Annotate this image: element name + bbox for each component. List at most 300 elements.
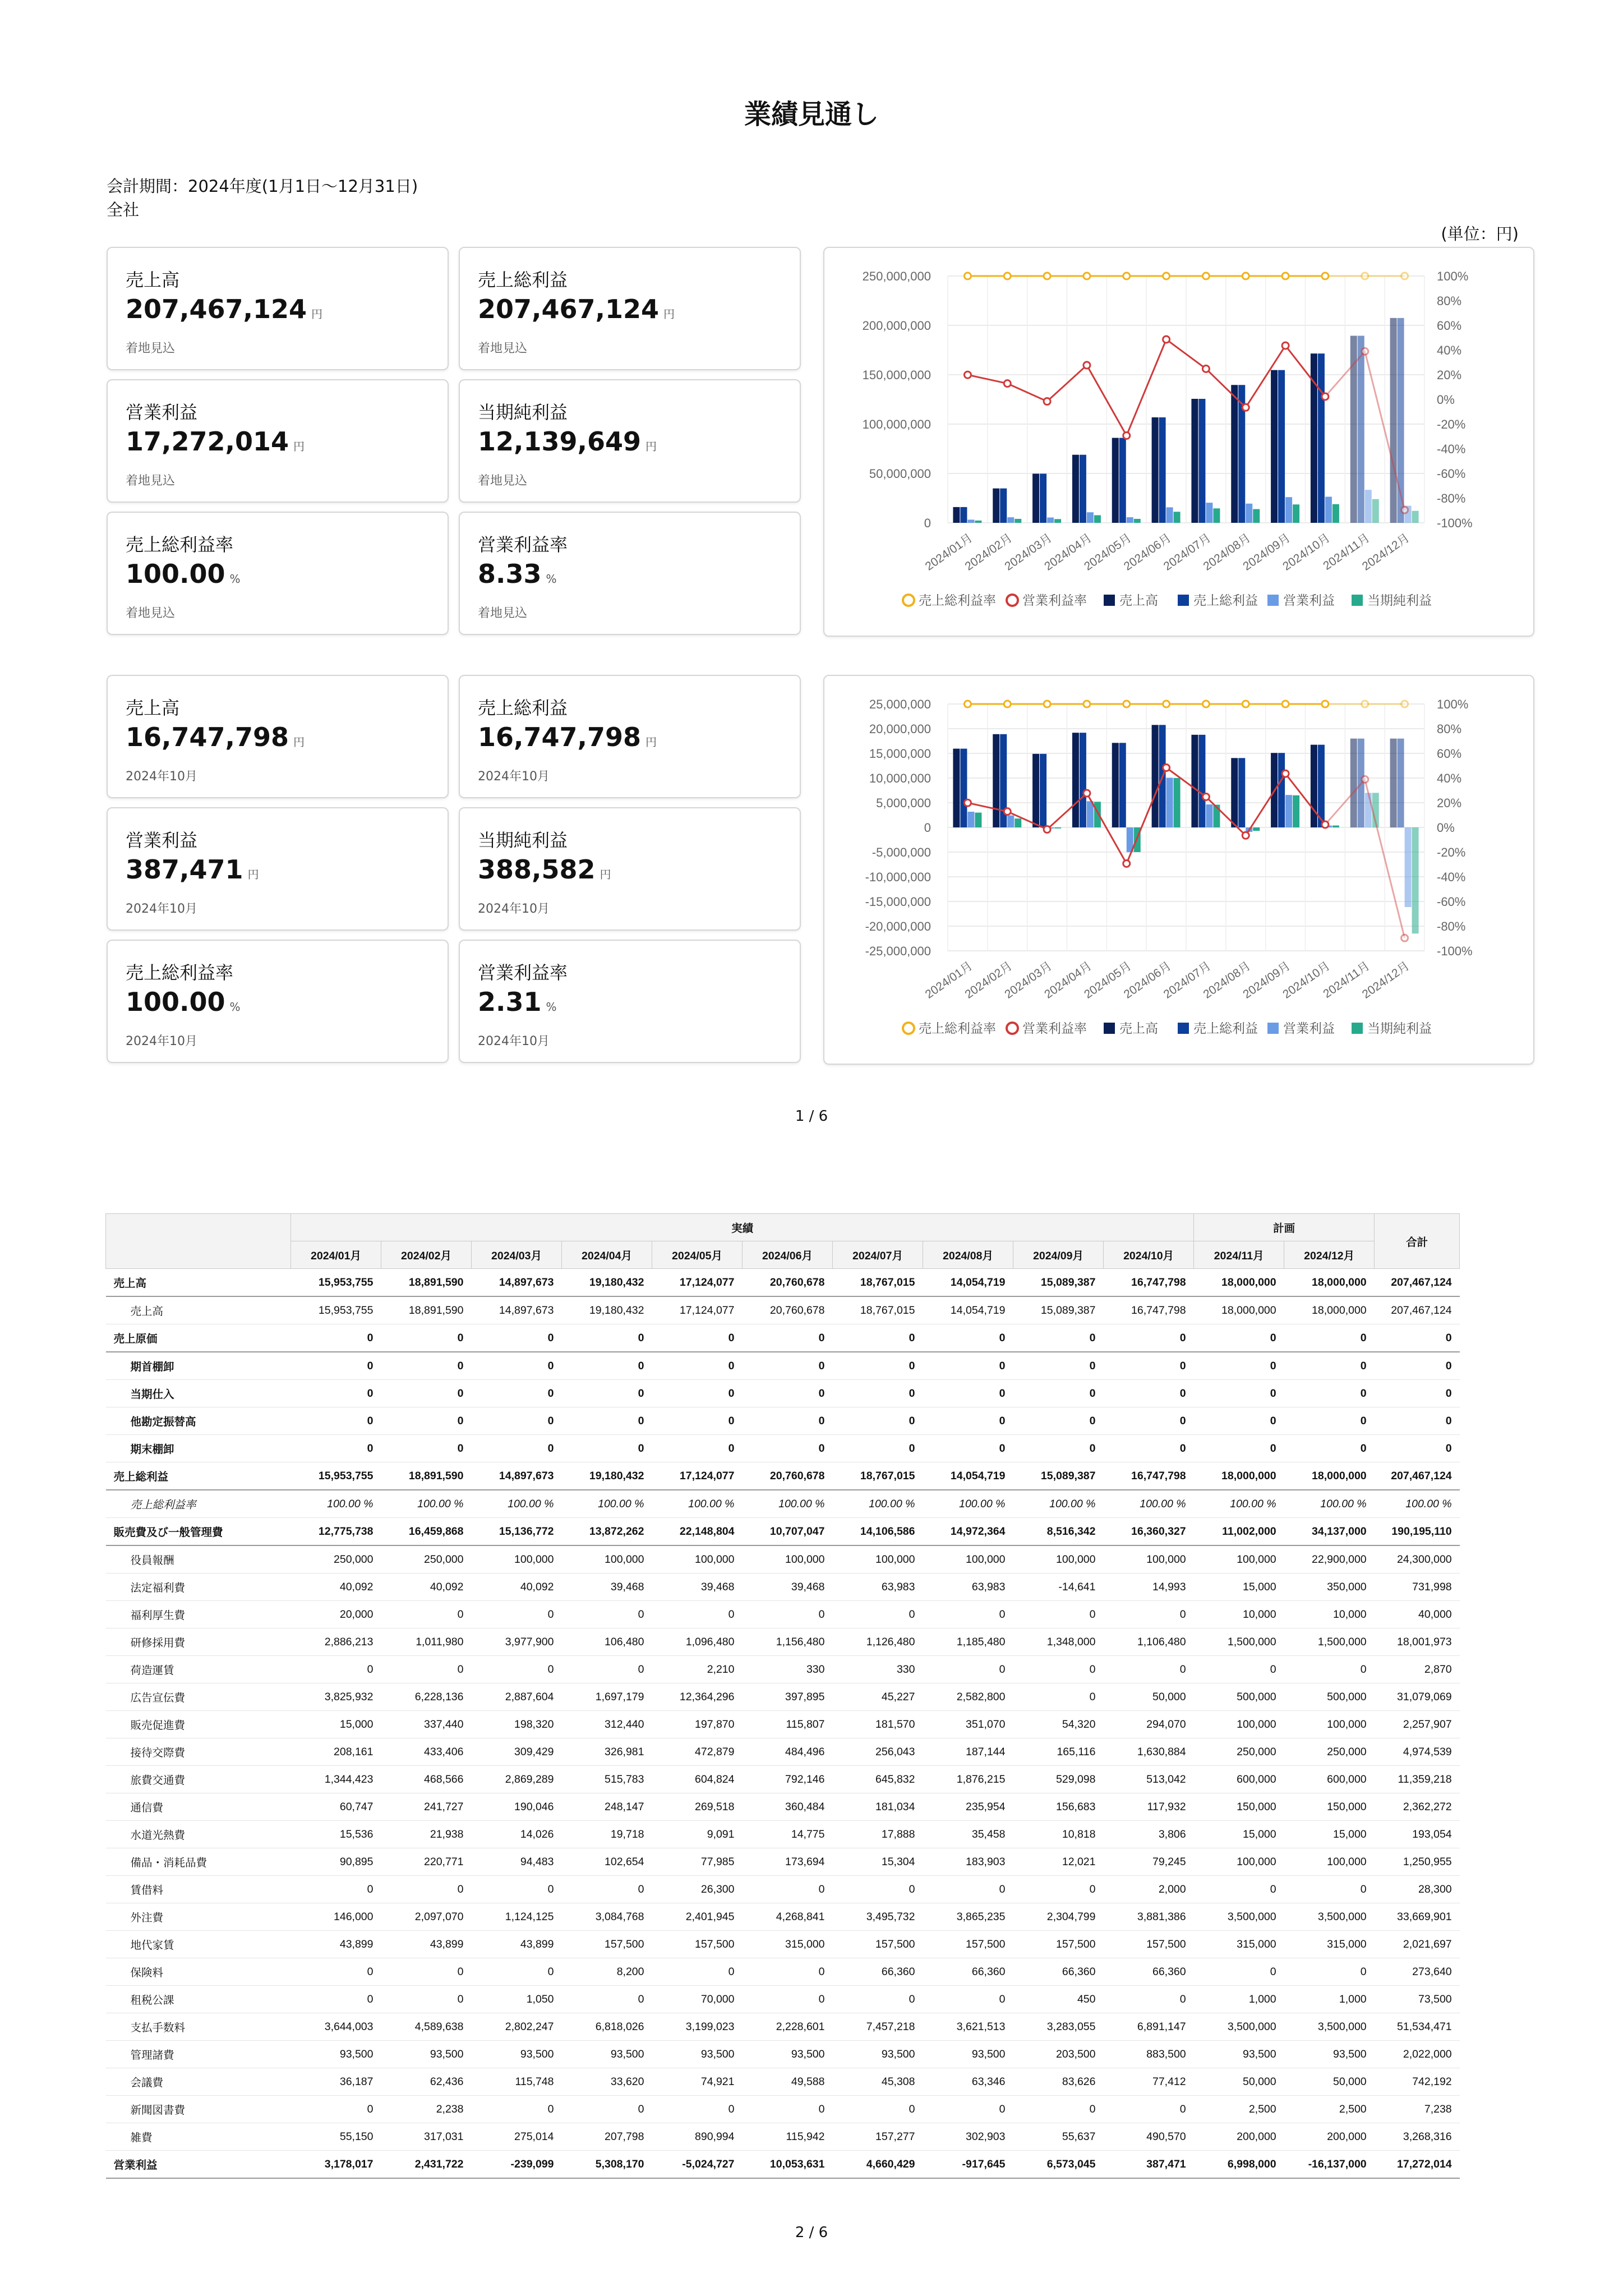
table-cell: 450 <box>1013 1986 1104 2013</box>
table-cell: -239,099 <box>472 2151 562 2179</box>
table-cell: 500,000 <box>1284 1683 1375 1711</box>
month-header: 2024/03月 <box>472 1241 562 1269</box>
bar-営業利益 <box>967 812 974 827</box>
table-cell: 100,000 <box>1284 1711 1375 1738</box>
point-営業利益率 <box>1282 770 1289 777</box>
table-cell: 0 <box>291 1656 381 1683</box>
table-cell: 317,031 <box>381 2123 472 2151</box>
kpi-number: 16,747,798 <box>478 722 642 752</box>
table-row <box>106 2123 1460 2151</box>
table-cell: 0 <box>381 1656 472 1683</box>
kpi-unit: 円 <box>663 307 675 321</box>
table-cell: 100.00 % <box>833 1490 923 1518</box>
table-row <box>106 1296 1460 1324</box>
bar-売上総利益 <box>1198 399 1205 523</box>
table-cell: 40,092 <box>381 1573 472 1601</box>
bar-売上総利益 <box>1040 754 1046 827</box>
point-売上総利益率 <box>1044 273 1050 279</box>
page-number-2: 2 / 6 <box>795 2224 828 2241</box>
x-tick-label: 2024/03月 <box>1002 959 1054 1001</box>
bar-売上総利益 <box>1198 735 1205 827</box>
kpi-value <box>126 559 241 589</box>
table-cell: 39,468 <box>652 1573 743 1601</box>
table-cell: 3,500,000 <box>1284 1903 1375 1931</box>
bar-営業利益 <box>1007 816 1014 827</box>
table-cell: 157,500 <box>562 1931 652 1958</box>
table-cell: 10,707,047 <box>743 1518 833 1546</box>
kpi-value <box>126 987 241 1017</box>
table-cell: 0 <box>1375 1380 1460 1407</box>
kpi-value <box>478 559 557 589</box>
point-売上総利益率 <box>1362 273 1368 279</box>
point-売上総利益率 <box>1401 701 1408 707</box>
table-cell: 190,046 <box>472 1793 562 1821</box>
table-row <box>106 1462 1460 1490</box>
table-cell: 0 <box>472 1407 562 1435</box>
table-cell: 2,887,604 <box>472 1683 562 1711</box>
kpi-card <box>107 379 449 503</box>
kpi-card <box>107 512 449 635</box>
table-cell: 0 <box>291 1324 381 1352</box>
table-cell: 24,300,000 <box>1375 1545 1460 1573</box>
month-header: 2024/11月 <box>1194 1241 1284 1269</box>
table-cell: 93,500 <box>1284 2041 1375 2068</box>
table-cell: 0 <box>1284 1435 1375 1462</box>
kpi-card <box>459 940 801 1063</box>
table-row <box>106 1931 1460 1958</box>
bar-当期純利益 <box>1015 519 1021 523</box>
table-cell: 0 <box>1194 1876 1284 1903</box>
table-cell: 0 <box>1375 1324 1460 1352</box>
table-cell: 33,669,901 <box>1375 1903 1460 1931</box>
table-cell: 93,500 <box>562 2041 652 2068</box>
table-cell: 100.00 % <box>743 1490 833 1518</box>
kpi-note: 着地見込 <box>478 606 528 620</box>
point-売上総利益率 <box>1004 701 1011 707</box>
kpi-label: 当期純利益 <box>478 402 568 423</box>
table-cell: 45,227 <box>833 1683 923 1711</box>
bar-売上総利益 <box>960 507 967 523</box>
row-label: 水道光熱費 <box>106 1821 291 1848</box>
table-cell: 15,089,387 <box>1013 1462 1104 1490</box>
bar-売上高 <box>1191 399 1198 523</box>
table-cell: 3,268,316 <box>1375 2123 1460 2151</box>
table-row <box>106 1876 1460 1903</box>
table-cell: 6,228,136 <box>381 1683 472 1711</box>
kpi-card <box>107 675 449 798</box>
page-title: 業績見通し <box>744 99 879 130</box>
legend-label: 売上高 <box>1119 593 1158 608</box>
scope-label: 全社 <box>107 200 140 219</box>
table-cell: 19,718 <box>562 1821 652 1848</box>
table-cell: 19,180,432 <box>562 1462 652 1490</box>
point-売上総利益率 <box>1401 273 1408 279</box>
point-営業利益率 <box>1242 832 1249 839</box>
table-cell: 63,346 <box>923 2068 1013 2096</box>
table-cell: 100,000 <box>743 1545 833 1573</box>
kpi-label: 売上総利益 <box>478 697 568 719</box>
table-cell: 9,091 <box>652 1821 743 1848</box>
table-cell: 275,014 <box>472 2123 562 2151</box>
table-cell: 0 <box>1284 1352 1375 1380</box>
table-row <box>106 1380 1460 1407</box>
point-営業利益率 <box>1202 793 1209 800</box>
table-cell: 15,000 <box>291 1711 381 1738</box>
table-cell: 63,983 <box>833 1573 923 1601</box>
table-cell: 20,760,678 <box>743 1462 833 1490</box>
bar-当期純利益 <box>1293 504 1299 523</box>
kpi-number: 207,467,124 <box>478 294 660 324</box>
table-cell: 0 <box>743 1352 833 1380</box>
table-cell: 10,818 <box>1013 1821 1104 1848</box>
table-cell: 33,620 <box>562 2068 652 2096</box>
table-cell: 0 <box>1104 1407 1194 1435</box>
table-cell: 208,161 <box>291 1738 381 1766</box>
row-label: 広告宣伝費 <box>106 1683 291 1711</box>
x-tick-label: 2024/01月 <box>923 959 975 1001</box>
table-cell: 7,238 <box>1375 2096 1460 2123</box>
table-cell: 93,500 <box>652 2041 743 2068</box>
y-tick-label: -20,000,000 <box>865 919 931 933</box>
table-cell: 106,480 <box>562 1628 652 1656</box>
table-cell: 17,124,077 <box>652 1462 743 1490</box>
table-cell: 193,054 <box>1375 1821 1460 1848</box>
table-cell: 1,000 <box>1284 1986 1375 2013</box>
table-cell: 93,500 <box>1194 2041 1284 2068</box>
table-cell: 2,000 <box>1104 1876 1194 1903</box>
table-cell: 0 <box>1104 1435 1194 1462</box>
kpi-number: 2.31 <box>478 987 542 1017</box>
table-cell: 0 <box>1194 1380 1284 1407</box>
table-cell: 1,000 <box>1194 1986 1284 2013</box>
bar-営業利益 <box>1365 793 1372 827</box>
table-cell: 100,000 <box>652 1545 743 1573</box>
legend-label: 営業利益 <box>1283 1022 1335 1036</box>
bar-当期純利益 <box>1094 515 1101 523</box>
table-cell: 0 <box>1104 1986 1194 2013</box>
table-cell: 0 <box>381 1435 472 1462</box>
legend-marker <box>1352 1023 1363 1034</box>
kpi-unit: 円 <box>293 440 305 453</box>
table-row <box>106 1986 1460 2013</box>
table-cell: 16,747,798 <box>1104 1269 1194 1297</box>
table-cell: 16,747,798 <box>1104 1462 1194 1490</box>
table-cell: 315,000 <box>1284 1931 1375 1958</box>
table-cell: 115,748 <box>472 2068 562 2096</box>
kpi-label: 売上高 <box>126 697 180 719</box>
kpi-card <box>459 675 801 798</box>
row-label: 売上高 <box>106 1269 291 1297</box>
table-cell: 0 <box>833 2096 923 2123</box>
table-cell: 50,000 <box>1104 1683 1194 1711</box>
table-cell: 70,000 <box>652 1986 743 2013</box>
table-cell: 0 <box>1375 1407 1460 1435</box>
table-cell: 14,054,719 <box>923 1462 1013 1490</box>
y2-tick-label: 20% <box>1437 368 1462 382</box>
table-cell: 0 <box>833 1435 923 1462</box>
bar-当期純利益 <box>1332 504 1339 523</box>
table-cell: 0 <box>381 1601 472 1628</box>
bar-営業利益 <box>1246 504 1252 523</box>
table-cell: 0 <box>381 1958 472 1986</box>
point-営業利益率 <box>1401 507 1408 513</box>
y-tick-label: 150,000,000 <box>862 368 931 382</box>
kpi-note: 着地見込 <box>126 606 176 620</box>
table-cell: 6,818,026 <box>562 2013 652 2041</box>
group-plan-header: 計画 <box>1194 1214 1375 1241</box>
legend-label: 営業利益率 <box>1022 593 1087 608</box>
table-cell: 100.00 % <box>652 1490 743 1518</box>
table-cell: 14,897,673 <box>472 1269 562 1297</box>
y2-tick-label: -100% <box>1437 944 1473 958</box>
table-cell: 0 <box>1013 1324 1104 1352</box>
table-cell: 15,000 <box>1194 1821 1284 1848</box>
kpi-note: 着地見込 <box>126 342 176 356</box>
table-row <box>106 1848 1460 1876</box>
table-cell: 34,137,000 <box>1284 1518 1375 1546</box>
bar-売上高 <box>1032 473 1039 523</box>
point-営業利益率 <box>1362 776 1368 783</box>
table-cell: 8,200 <box>562 1958 652 1986</box>
table-cell: 3,283,055 <box>1013 2013 1104 2041</box>
y-tick-label: 10,000,000 <box>869 771 931 785</box>
point-営業利益率 <box>1044 826 1050 833</box>
table-cell: 3,825,932 <box>291 1683 381 1711</box>
kpi-label: 営業利益 <box>126 402 198 423</box>
bar-売上総利益 <box>1318 745 1325 827</box>
x-tick-label: 2024/11月 <box>1321 959 1372 1001</box>
table-cell: 0 <box>1013 1683 1104 1711</box>
legend-marker <box>1267 595 1279 606</box>
table-cell: 883,500 <box>1104 2041 1194 2068</box>
table-cell: 21,938 <box>381 1821 472 1848</box>
y2-tick-label: 40% <box>1437 343 1462 357</box>
table-row <box>106 1711 1460 1738</box>
bar-営業利益 <box>1325 497 1332 523</box>
table-cell: 0 <box>562 1380 652 1407</box>
table-cell: 157,500 <box>833 1931 923 1958</box>
table-cell: 0 <box>291 1958 381 1986</box>
table-row <box>106 1793 1460 1821</box>
y2-tick-label: 40% <box>1437 771 1462 785</box>
table-cell: 181,034 <box>833 1793 923 1821</box>
table-cell: 157,277 <box>833 2123 923 2151</box>
table-cell: 100,000 <box>1194 1545 1284 1573</box>
table-cell: 0 <box>833 1324 923 1352</box>
kpi-card <box>459 247 801 370</box>
table-cell: 0 <box>833 1986 923 2013</box>
table-cell: 0 <box>1284 1407 1375 1435</box>
table-cell: 312,440 <box>562 1711 652 1738</box>
point-売上総利益率 <box>1242 273 1249 279</box>
table-cell: 513,042 <box>1104 1766 1194 1793</box>
table-cell: 433,406 <box>381 1738 472 1766</box>
table-cell: 0 <box>1104 1656 1194 1683</box>
table-cell: 3,865,235 <box>923 1903 1013 1931</box>
table-cell: 7,457,218 <box>833 2013 923 2041</box>
table-cell: 14,897,673 <box>472 1462 562 1490</box>
table-cell: 115,942 <box>743 2123 833 2151</box>
point-売上総利益率 <box>1362 701 1368 707</box>
table-cell: 14,775 <box>743 1821 833 1848</box>
table-cell: 0 <box>923 1407 1013 1435</box>
kpi-unit: % <box>546 1000 557 1014</box>
table-cell: 12,775,738 <box>291 1518 381 1546</box>
table-cell: 397,895 <box>743 1683 833 1711</box>
legend-label: 営業利益 <box>1283 593 1335 608</box>
point-営業利益率 <box>1242 404 1249 411</box>
bar-売上高 <box>1311 745 1317 827</box>
table-cell: 100.00 % <box>1013 1490 1104 1518</box>
y-tick-label: 0 <box>924 516 931 530</box>
table-cell: 11,002,000 <box>1194 1518 1284 1546</box>
bar-営業利益 <box>1007 517 1014 523</box>
x-tick-label: 2024/08月 <box>1201 959 1253 1001</box>
table-cell: 17,888 <box>833 1821 923 1848</box>
table-row <box>106 2041 1460 2068</box>
bar-売上高 <box>1072 733 1079 827</box>
table-cell: 100,000 <box>1194 1711 1284 1738</box>
kpi-number: 8.33 <box>478 559 542 589</box>
bar-営業利益 <box>1365 490 1372 523</box>
kpi-number: 387,471 <box>126 854 243 885</box>
legend-label: 売上総利益 <box>1193 1022 1258 1036</box>
kpi-card <box>107 940 449 1063</box>
table-cell: 0 <box>652 1601 743 1628</box>
table-cell: 15,000 <box>1194 1573 1284 1601</box>
point-営業利益率 <box>1163 765 1170 771</box>
table-cell: 156,683 <box>1013 1793 1104 1821</box>
table-cell: 0 <box>291 2096 381 2123</box>
table-row <box>106 1490 1460 1518</box>
table-cell: 40,000 <box>1375 1601 1460 1628</box>
table-cell: 200,000 <box>1194 2123 1284 2151</box>
month-header: 2024/08月 <box>923 1241 1013 1269</box>
table-cell: 18,000,000 <box>1284 1269 1375 1297</box>
table-row <box>106 1683 1460 1711</box>
table-cell: 100,000 <box>833 1545 923 1573</box>
table-cell: 3,881,386 <box>1104 1903 1194 1931</box>
row-label: 役員報酬 <box>106 1545 291 1573</box>
table-cell: 0 <box>1104 2096 1194 2123</box>
point-営業利益率 <box>1044 398 1050 405</box>
table-cell: 0 <box>923 1876 1013 1903</box>
table-cell: 0 <box>1194 1407 1284 1435</box>
kpi-unit: 円 <box>311 307 323 321</box>
table-cell: 1,096,480 <box>652 1628 743 1656</box>
table-cell: 4,268,841 <box>743 1903 833 1931</box>
kpi-label: 売上総利益 <box>478 269 568 291</box>
kpi-value <box>478 294 675 324</box>
row-label: 期首棚卸 <box>106 1352 291 1380</box>
table-cell: 43,899 <box>472 1931 562 1958</box>
page-number-1: 1 / 6 <box>795 1108 828 1125</box>
table-cell: 100,000 <box>1104 1545 1194 1573</box>
table-cell: 2,257,907 <box>1375 1711 1460 1738</box>
table-cell: 3,644,003 <box>291 2013 381 2041</box>
table-cell: 315,000 <box>743 1931 833 1958</box>
table-cell: 187,144 <box>923 1738 1013 1766</box>
table-cell: 337,440 <box>381 1711 472 1738</box>
table-cell: 350,000 <box>1284 1573 1375 1601</box>
legend-marker <box>1007 1023 1018 1034</box>
legend-marker <box>1352 595 1363 606</box>
legend-marker <box>903 1023 914 1034</box>
y2-tick-label: 80% <box>1437 722 1462 736</box>
table-cell: 55,150 <box>291 2123 381 2151</box>
table-cell: 0 <box>923 1986 1013 2013</box>
table-cell: 77,985 <box>652 1848 743 1876</box>
table-cell: 0 <box>833 1601 923 1628</box>
y2-tick-label: 80% <box>1437 294 1462 308</box>
row-label: 当期仕入 <box>106 1380 291 1407</box>
table-cell: 792,146 <box>743 1766 833 1793</box>
table-cell: 165,116 <box>1013 1738 1104 1766</box>
table-cell: 0 <box>652 1435 743 1462</box>
table-cell: 2,500 <box>1194 2096 1284 2123</box>
table-cell: 93,500 <box>291 2041 381 2068</box>
fiscal-period: 会計期間：2024年度(1月1日〜12月31日) <box>107 177 418 196</box>
table-cell: 0 <box>1194 1352 1284 1380</box>
row-label: 研修採用費 <box>106 1628 291 1656</box>
kpi-card <box>107 807 449 931</box>
table-cell: 0 <box>1013 2096 1104 2123</box>
row-label: 売上高 <box>106 1296 291 1324</box>
row-label: 法定福利費 <box>106 1573 291 1601</box>
table-cell: 604,824 <box>652 1766 743 1793</box>
point-営業利益率 <box>1123 432 1130 439</box>
table-cell: 10,000 <box>1284 1601 1375 1628</box>
table-cell: 490,570 <box>1104 2123 1194 2151</box>
table-cell: 18,000,000 <box>1284 1462 1375 1490</box>
table-cell: 0 <box>1104 1601 1194 1628</box>
table-cell: 181,570 <box>833 1711 923 1738</box>
bar-売上高 <box>1350 739 1357 827</box>
table-cell: 484,496 <box>743 1738 833 1766</box>
table-cell: 2,021,697 <box>1375 1931 1460 1958</box>
table-cell: 0 <box>743 1876 833 1903</box>
table-cell: 3,084,768 <box>562 1903 652 1931</box>
kpi-label: 営業利益 <box>126 830 198 851</box>
table-cell: 0 <box>562 1407 652 1435</box>
table-cell: 18,000,000 <box>1194 1269 1284 1297</box>
point-営業利益率 <box>1083 790 1090 797</box>
bar-売上総利益 <box>1278 370 1285 523</box>
table-cell: 0 <box>562 1656 652 1683</box>
table-cell: 100.00 % <box>1194 1490 1284 1518</box>
x-tick-label: 2024/07月 <box>1161 531 1214 573</box>
table-cell: 100,000 <box>1013 1545 1104 1573</box>
legend-label: 当期純利益 <box>1367 593 1432 608</box>
table-cell: 90,895 <box>291 1848 381 1876</box>
table-cell: 294,070 <box>1104 1711 1194 1738</box>
row-label: 会議費 <box>106 2068 291 2096</box>
kpi-unit: % <box>229 572 241 586</box>
x-tick-label: 2024/05月 <box>1082 531 1134 573</box>
table-cell: 100.00 % <box>923 1490 1013 1518</box>
legend-label: 売上高 <box>1119 1022 1158 1036</box>
table-cell: 0 <box>833 1407 923 1435</box>
table-cell: 0 <box>833 1380 923 1407</box>
table-cell: 0 <box>562 1324 652 1352</box>
table-cell: 19,180,432 <box>562 1269 652 1297</box>
table-cell: 387,471 <box>1104 2151 1194 2179</box>
table-row <box>106 1738 1460 1766</box>
point-営業利益率 <box>1004 380 1011 387</box>
table-cell: 241,727 <box>381 1793 472 1821</box>
y2-tick-label: 20% <box>1437 796 1462 810</box>
table-cell: 0 <box>1013 1876 1104 1903</box>
